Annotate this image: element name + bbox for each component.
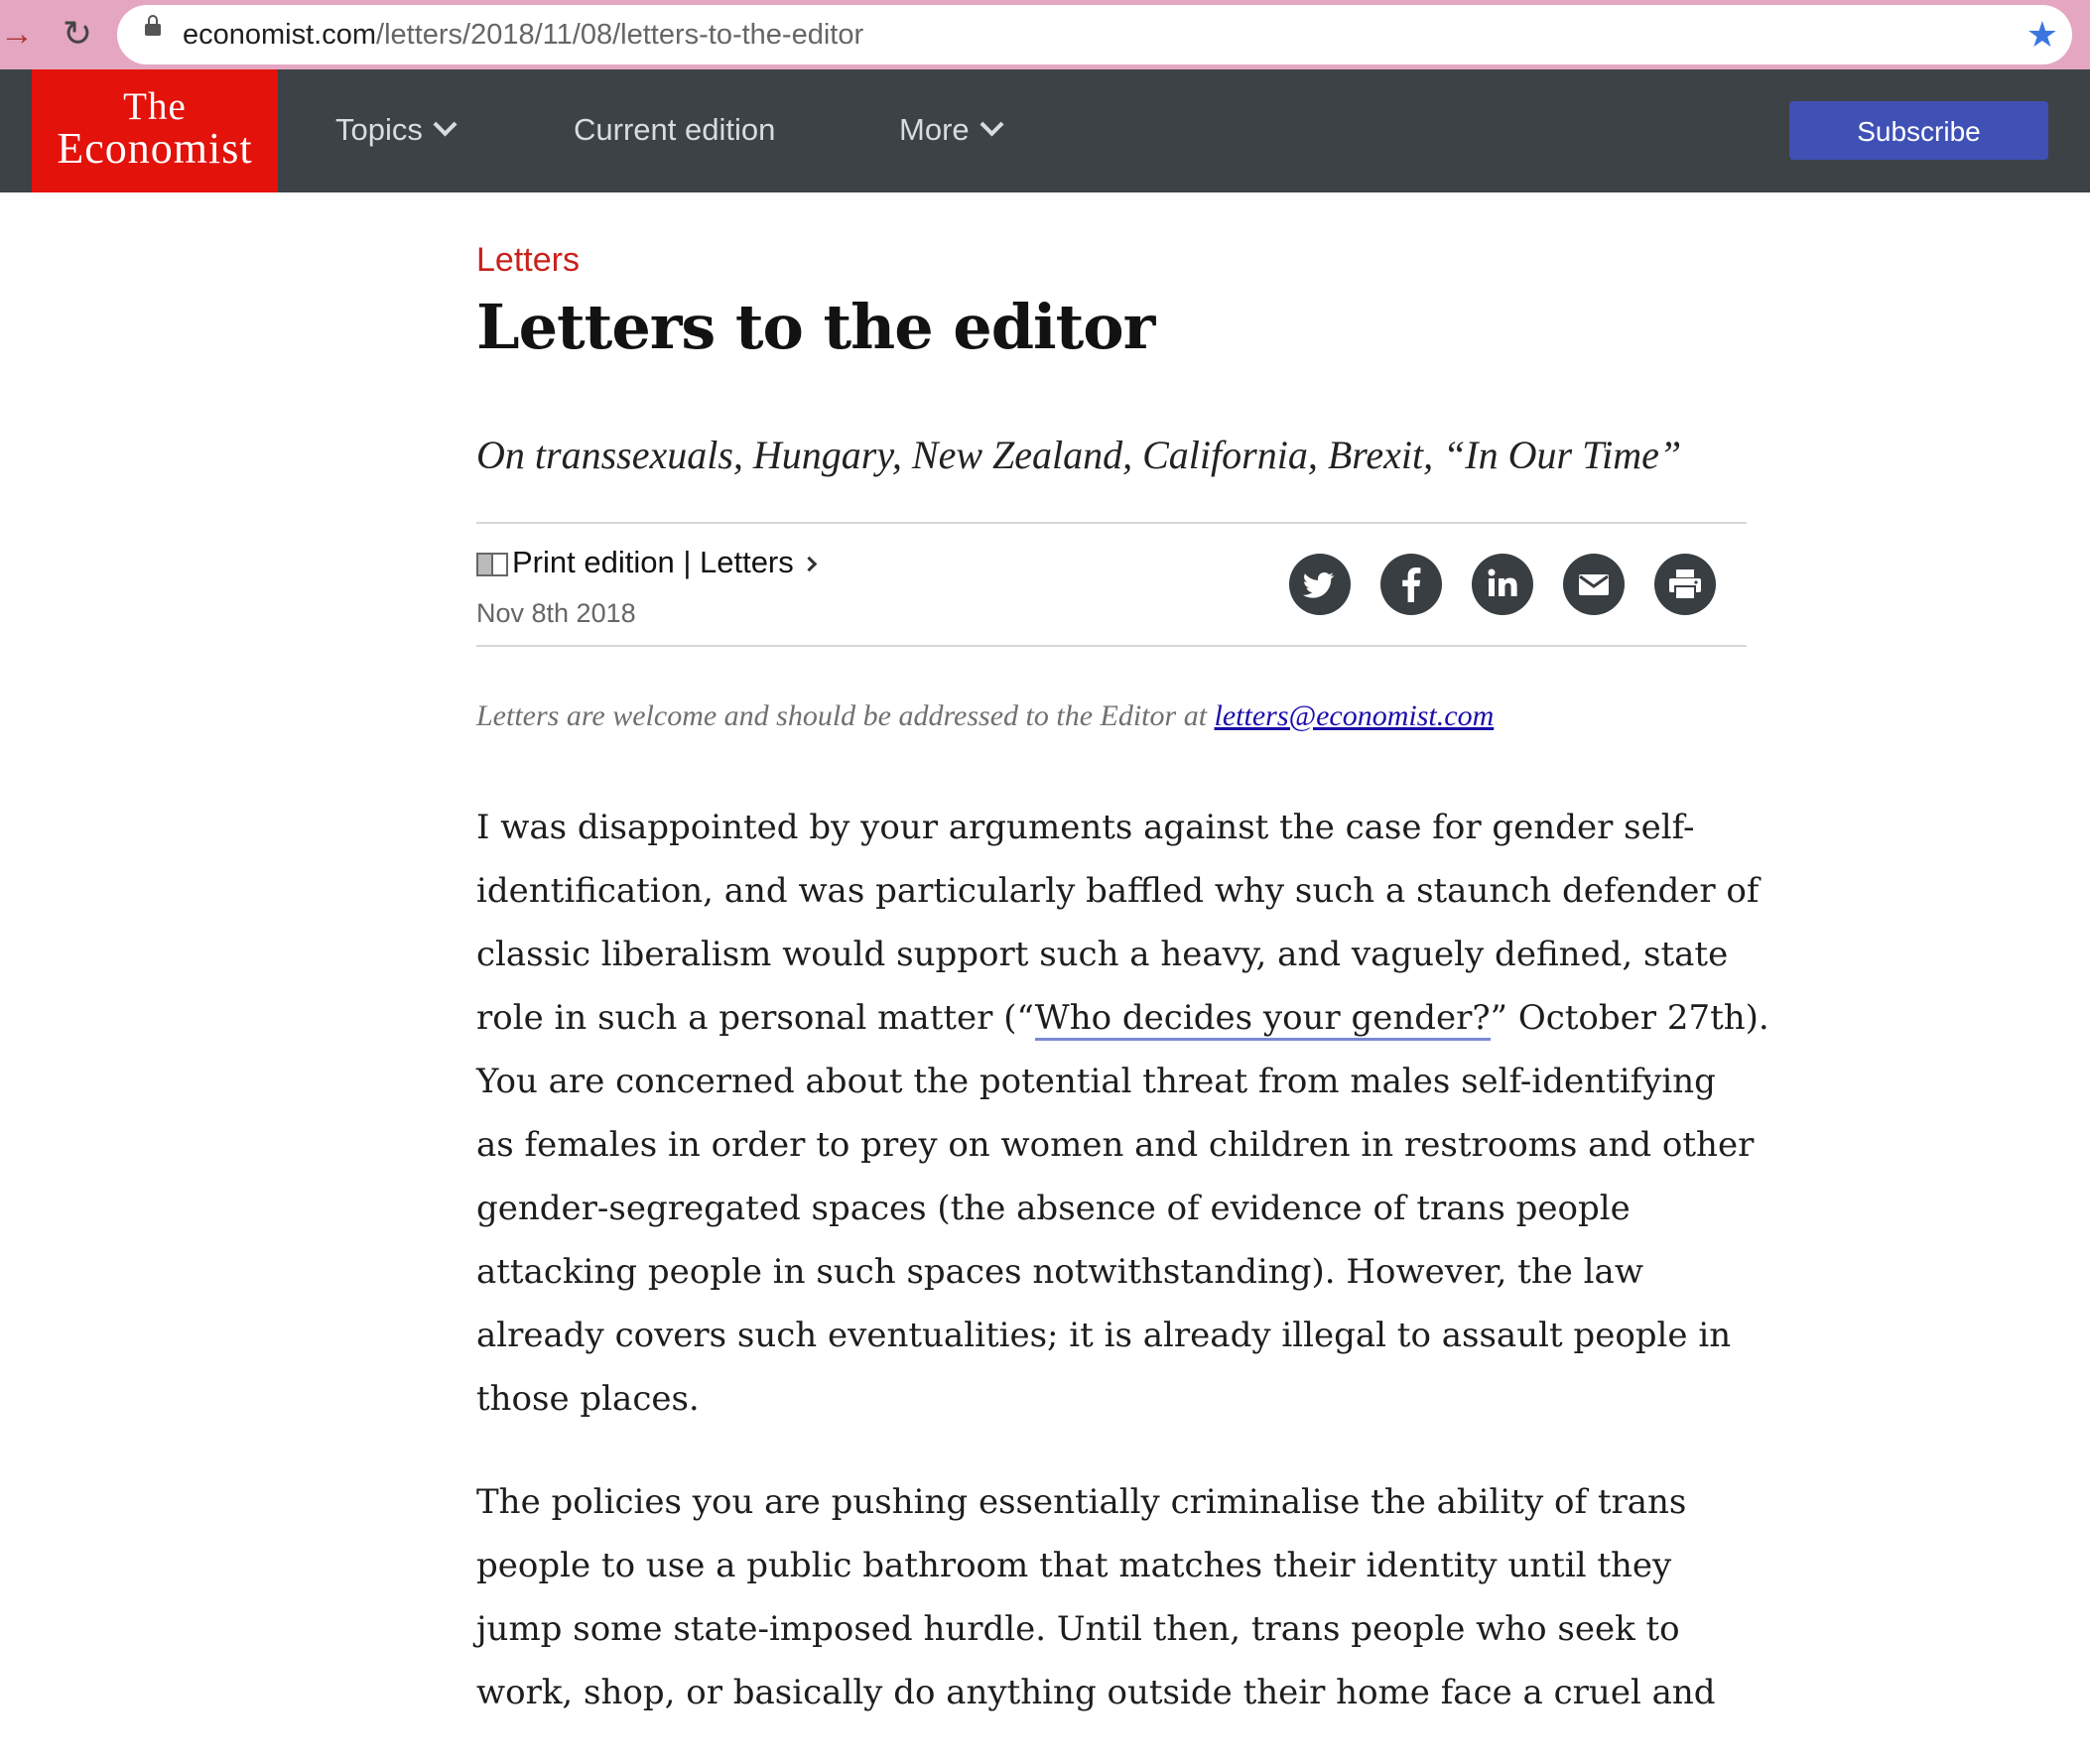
back-arrow-icon[interactable]: → — [0, 15, 34, 53]
text-line: work, shop, or basically do anything outside their home face a cruel and — [476, 1673, 1716, 1712]
browser-toolbar — [0, 0, 2090, 69]
paragraph — [476, 796, 1769, 1431]
nav-topics-label: Topics — [335, 112, 423, 147]
nav-more[interactable] — [899, 97, 1000, 163]
logo-line-economist: Economist — [57, 124, 253, 173]
nav-current-edition-label: Current edition — [574, 112, 776, 147]
letters-note-text: Letters are welcome and should be addressed to the Editor at — [476, 699, 1215, 732]
section-rubric[interactable]: Letters — [476, 241, 580, 279]
subheadline: On transsexuals, Hungary, New Zealand, California, Brexit, “In Our Time” — [476, 433, 1682, 477]
text-line — [476, 986, 1769, 1050]
page-title: Letters to the editor — [476, 291, 1155, 363]
paragraph — [476, 1470, 1757, 1724]
print-icon[interactable] — [1654, 554, 1716, 615]
url-text[interactable] — [183, 15, 863, 55]
url-domain: economist.com — [183, 19, 377, 51]
text-line: The policies you are pushing essentially criminalise the ability of trans — [476, 1482, 1687, 1522]
publication-date: Nov 8th 2018 — [476, 598, 636, 628]
url-path: /letters/2018/11/08/letters-to-the-editor — [376, 19, 864, 51]
text-line: You are concerned about the potential threat from males self-identifying — [476, 1062, 1716, 1101]
text-line: those places. — [476, 1379, 700, 1419]
text-line: identification, and was particularly baffled why such a staunch defender of — [476, 871, 1760, 911]
text-line: already covers such eventualities; it is already illegal to assault people in — [476, 1316, 1732, 1355]
bookmark-star-icon[interactable]: ★ — [2025, 14, 2058, 55]
text-line: jump some state-imposed hurdle. Until then, trans people who seek to — [476, 1609, 1680, 1649]
lock-icon — [145, 24, 161, 36]
reload-icon[interactable]: ↻ — [62, 13, 93, 54]
book-icon — [476, 553, 506, 574]
text-segment: role in such a personal matter (“ — [476, 998, 1035, 1038]
text-segment: ” October 27th). — [1490, 998, 1769, 1038]
economist-logo[interactable] — [32, 69, 278, 192]
text-line: I was disappointed by your arguments against the case for gender self- — [476, 808, 1695, 847]
text-line: gender-segregated spaces (the absence of evidence of trans people — [476, 1189, 1631, 1228]
site-navigation — [0, 69, 2090, 192]
article-link-who-decides[interactable]: Who decides your gender? — [1035, 998, 1491, 1041]
text-line: people to use a public bathroom that matches their identity until they — [476, 1546, 1672, 1585]
subscribe-button[interactable]: Subscribe — [1789, 101, 2048, 160]
letters-note — [476, 694, 1494, 738]
chevron-down-icon — [980, 112, 1003, 136]
article-body — [476, 796, 1769, 1764]
divider-bottom — [476, 645, 1747, 647]
logo-line-the: The — [123, 85, 187, 128]
chevron-down-icon — [433, 112, 457, 136]
nav-topics[interactable] — [335, 97, 454, 163]
linkedin-icon[interactable] — [1472, 554, 1533, 615]
nav-more-label: More — [899, 112, 970, 147]
text-line: classic liberalism would support such a heavy, and vaguely defined, state — [476, 935, 1729, 974]
twitter-icon[interactable] — [1289, 554, 1351, 615]
text-line: as females in order to prey on women and children in restrooms and other — [476, 1125, 1755, 1165]
facebook-icon[interactable] — [1380, 554, 1442, 615]
email-icon[interactable] — [1563, 554, 1625, 615]
text-line: attacking people in such spaces notwithstanding). However, the law — [476, 1252, 1643, 1292]
chevron-right-icon — [801, 557, 817, 572]
print-edition-link[interactable] — [476, 539, 815, 586]
nav-current-edition[interactable] — [574, 97, 775, 163]
address-bar[interactable] — [117, 5, 2072, 64]
divider-top — [476, 522, 1747, 524]
editor-email-link[interactable]: letters@economist.com — [1214, 699, 1495, 732]
print-edition-label: Print edition | Letters — [512, 545, 794, 579]
